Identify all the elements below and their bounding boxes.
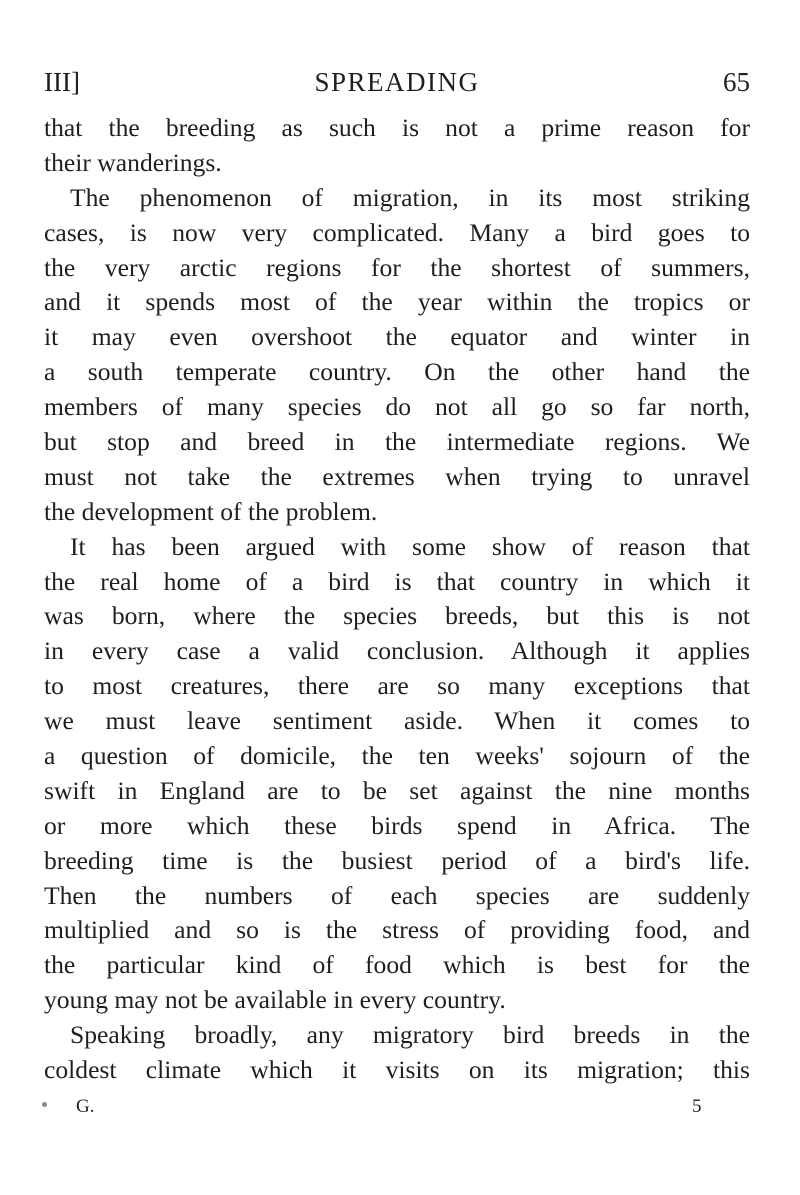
running-title: SPREADING [314, 67, 480, 97]
text-line: the real home of a bird is that country in which it [44, 566, 750, 596]
body-text [44, 111, 750, 1088]
chapter-number: III] [44, 67, 80, 97]
text-line: or more which these birds spend in Africa. The [44, 810, 750, 840]
text-line: the very arctic regions for the shortest of summers, [44, 252, 750, 282]
text-line: members of many species do not all go so far north, [44, 392, 750, 422]
text-line: the particular kind of food which is best for the [44, 950, 750, 980]
text-line: young may not be available in every country. [44, 985, 506, 1015]
text-line: that the breeding as such is not a prime reason for [44, 113, 750, 142]
text-line: it may even overshoot the equator and winter in [44, 322, 750, 352]
text-line: a question of domicile, the ten weeks' sojourn of the [44, 741, 750, 771]
text-line: Then the numbers of each species are suddenly [44, 880, 750, 910]
text-line: a south temperate country. On the other hand the [44, 357, 750, 387]
running-head [44, 62, 750, 102]
text-line: we must leave sentiment aside. When it comes to [44, 706, 750, 736]
text-line: must not take the extremes when trying to unravel [44, 461, 750, 491]
text-line: was born, where the species breeds, but this is not [44, 601, 750, 631]
signature-letter: G. [76, 1096, 95, 1117]
text-line: multiplied and so is the stress of providing food, and [44, 915, 750, 945]
text-line: breeding time is the busiest period of a bird's life. [44, 845, 750, 875]
text-line: in every case a valid conclusion. Although it applies [44, 636, 750, 666]
text-line: their wanderings. [44, 147, 222, 177]
text-line: Speaking broadly, any migratory bird breeds in the [70, 1020, 750, 1050]
print-speck [42, 1102, 47, 1107]
text-line: to most creatures, there are so many exceptions that [44, 671, 750, 701]
text-line: and it spends most of the year within the tropics or [44, 287, 750, 317]
text-line: cases, is now very complicated. Many a bird goes to [44, 217, 750, 247]
text-line: coldest climate which it visits on its migration; this [44, 1055, 750, 1085]
signature-mark [0, 1096, 800, 1118]
page-number: 65 [723, 67, 750, 97]
text-line: but stop and breed in the intermediate regions. We [44, 427, 750, 457]
text-line: swift in England are to be set against the nine months [44, 775, 750, 805]
text-line: It has been argued with some show of reason that [70, 531, 750, 561]
text-line: The phenomenon of migration, in its most striking [70, 182, 750, 212]
text-line: the development of the problem. [44, 496, 378, 526]
signature-number: 5 [692, 1096, 702, 1117]
